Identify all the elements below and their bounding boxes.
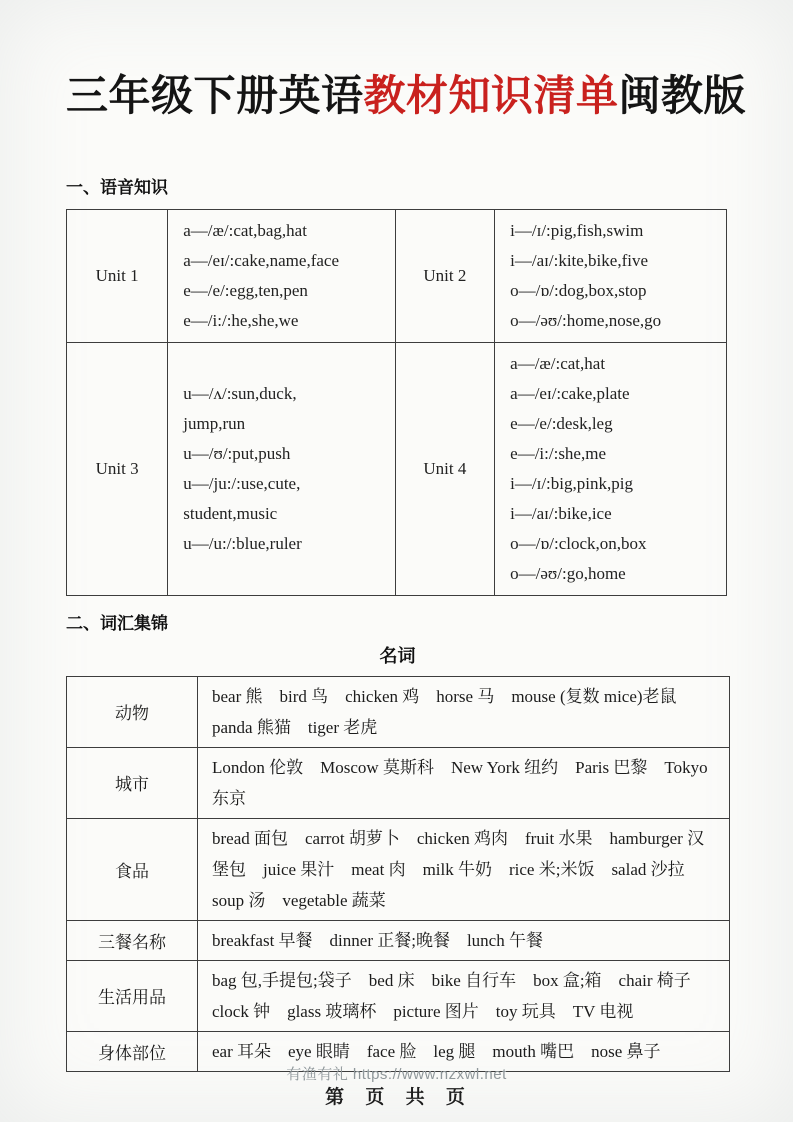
section-heading-vocabulary: 二、词汇集锦 — [66, 613, 168, 633]
vocab-words-cell: breakfast 早餐 dinner 正餐;晚餐 lunch 午餐 — [198, 920, 730, 960]
phonics-line: o—/əʊ/:go,home — [510, 563, 626, 583]
unit-3-phonics-cell — [168, 342, 395, 595]
phonics-line: i—/ɪ/:big,pink,pig — [510, 473, 633, 493]
phonics-row-2 — [67, 342, 727, 595]
phonics-line: e—/i:/:he,she,we — [183, 310, 299, 330]
phonics-line: a—/æ/:cat,bag,hat — [183, 220, 307, 240]
unit-4-phonics-cell — [495, 342, 727, 595]
phonics-line: a—/eɪ/:cake,name,face — [183, 250, 339, 270]
phonics-line: jump,run — [183, 413, 246, 433]
phonics-line: e—/e/:egg,ten,pen — [183, 280, 308, 300]
vocab-words-cell: London 伦敦 Moscow 莫斯科 New York 纽约 Paris 巴黎 Tokyo 东京 — [198, 747, 730, 818]
phonics-line: u—/ʌ/:sun,duck, — [183, 383, 297, 403]
vocab-row-cities — [67, 747, 730, 818]
phonics-line: a—/eɪ/:cake,plate — [510, 383, 630, 403]
phonics-line: o—/ɒ/:clock,on,box — [510, 533, 647, 553]
unit-2-label-cell: Unit 2 — [395, 209, 495, 342]
vocab-category-cell: 身体部位 — [67, 1031, 198, 1071]
phonics-line: u—/u:/:blue,ruler — [183, 533, 302, 553]
vocab-row-food — [67, 818, 730, 920]
unit-4-label-cell: Unit 4 — [395, 342, 495, 595]
vocab-category-cell: 生活用品 — [67, 960, 198, 1031]
unit-2-phonics-cell — [495, 209, 727, 342]
footer-credit: 有渔有礼 https://www.nzxwl.net — [286, 1066, 507, 1083]
phonics-line: i—/aɪ/:bike,ice — [510, 503, 612, 523]
vocab-category-cell: 食品 — [67, 818, 198, 920]
unit-1-label-cell: Unit 1 — [67, 209, 168, 342]
phonics-line: a—/æ/:cat,hat — [510, 353, 606, 373]
phonics-line: student,music — [183, 503, 278, 523]
phonics-line: e—/i:/:she,me — [510, 443, 606, 463]
phonics-line: i—/aɪ/:kite,bike,five — [510, 250, 649, 270]
phonics-line: u—/ju:/:use,cute, — [183, 473, 301, 493]
title-part-red: 教材知识清单 — [363, 72, 619, 119]
vocab-words-cell: bag 包,手提包;袋子 bed 床 bike 自行车 box 盒;箱 chair 椅子 clock 钟 glass 玻璃杯 picture 图片 toy 玩具 TV 电视 — [198, 960, 730, 1031]
title-part-black1: 三年级下册英语 — [66, 72, 364, 119]
vocab-words-cell: ear 耳朵 eye 眼睛 face 脸 leg 腿 mouth 嘴巴 nose 鼻子 — [198, 1031, 730, 1071]
phonics-line: e—/e/:desk,leg — [510, 413, 613, 433]
vocab-category-cell: 动物 — [67, 676, 198, 747]
unit-3-label-cell: Unit 3 — [67, 342, 168, 595]
vocab-words-cell: bear 熊 bird 鸟 chicken 鸡 horse 马 mouse (复数 mice)老鼠 panda 熊猫 tiger 老虎 — [198, 676, 730, 747]
unit-1-phonics-cell — [168, 209, 395, 342]
vocab-row-meals — [67, 920, 730, 960]
vocabulary-table — [66, 676, 730, 1072]
vocab-row-animals — [67, 676, 730, 747]
phonics-line: u—/ʊ/:put,push — [183, 443, 291, 463]
vocab-subheading-nouns: 名词 — [379, 645, 416, 666]
vocab-row-daily-items — [67, 960, 730, 1031]
phonics-row-1 — [67, 209, 727, 342]
phonics-line: i—/ɪ/:pig,fish,swim — [510, 220, 644, 240]
page-title — [66, 70, 747, 123]
phonics-line: o—/əʊ/:home,nose,go — [510, 310, 662, 330]
vocab-words-cell: bread 面包 carrot 胡萝卜 chicken 鸡肉 fruit 水果 hamburger 汉堡包 juice 果汁 meat 肉 milk 牛奶 rice 米;米饭 salad 沙拉 soup 汤 vegetable 蔬菜 — [198, 818, 730, 920]
vocab-category-cell: 三餐名称 — [67, 920, 198, 960]
section-heading-phonics: 一、语音知识 — [66, 177, 168, 197]
phonics-line: o—/ɒ/:dog,box,stop — [510, 280, 647, 300]
footer-page-info: 第 页 共 页 — [325, 1087, 468, 1108]
phonics-table — [66, 209, 727, 596]
vocab-category-cell: 城市 — [67, 747, 198, 818]
title-part-black2: 闽教版 — [618, 72, 747, 119]
